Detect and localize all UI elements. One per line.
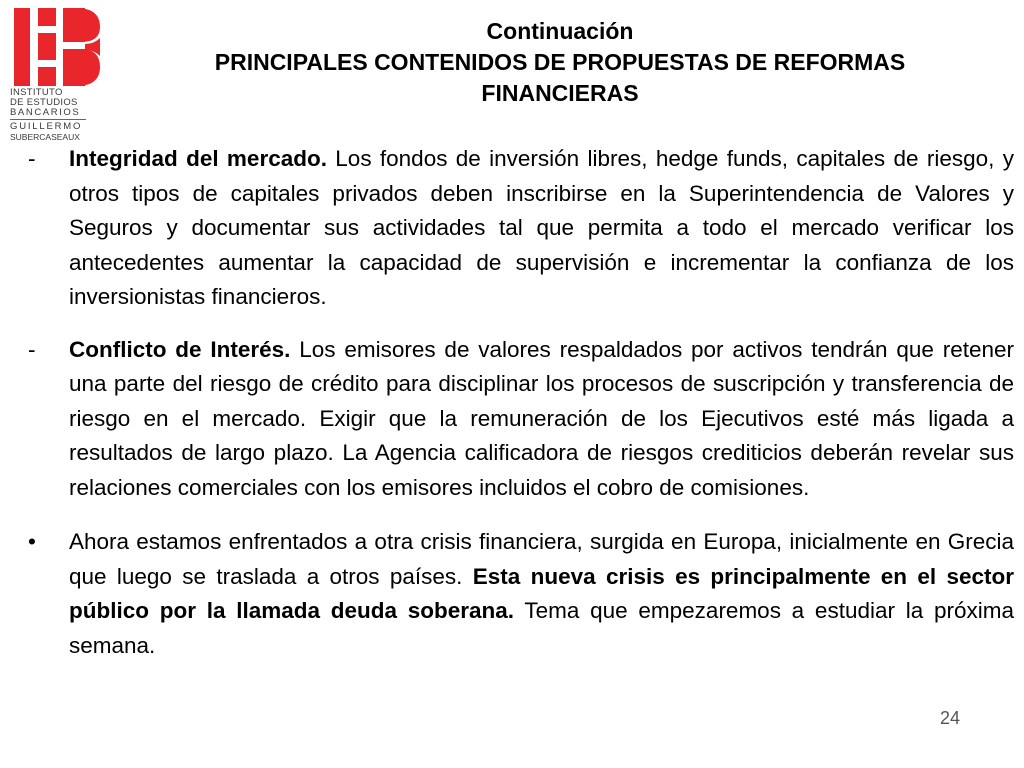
item-text: Ahora estamos enfrentados a otra crisis financiera, surgida en Europa, inicialmente en Grecia que luego se traslada a otros países.: [69, 529, 1014, 589]
logo-text-de-estudios: DE ESTUDIOS: [10, 97, 78, 108]
logo-text-bancarios: BANCARIOS: [10, 107, 81, 118]
title-line-1: Continuación: [486, 18, 634, 44]
ieb-logo-icon: [14, 8, 100, 86]
list-item-conflicto: [28, 333, 1014, 506]
title-line-2: PRINCIPALES CONTENIDOS DE PROPUESTAS DE REFORMAS: [214, 49, 906, 75]
item-text-end: Tema que empezaremos a estudiar la próxima semana.: [69, 598, 1014, 658]
item-text: Los fondos de inversión libres, hedge funds, capitales de riesgo, y otros tipos de capitales privados deben inscribirse en la Superintendencia de Valores y Seguros y documentar sus actividades tal que permita a todo el mercado verificar los antecedentes aumentar la capacidad de supervisión e incrementar la confianza de los inversionistas financieros.: [69, 146, 1014, 309]
list-item-body: [69, 525, 1014, 663]
logo-text-subercaseaux: SUBERCASEAUX: [10, 132, 80, 142]
slide-title: [120, 16, 1000, 109]
dash-marker: -: [28, 146, 36, 171]
title-line-3: FINANCIERAS: [481, 80, 639, 106]
slide-content: [28, 142, 1014, 663]
logo-text-guillermo: GUILLERMO: [10, 121, 83, 132]
list-item-integridad: [28, 142, 1014, 315]
list-item-body: [69, 333, 1014, 506]
page-number: 24: [940, 708, 961, 728]
bullet-marker: •: [28, 529, 36, 554]
item-text: Los emisores de valores respaldados por activos tendrán que retener una parte del riesgo de crédito para disciplinar los procesos de suscripción y transferencia de riesgo en el mercado. Exigir que la remuneración de los Ejecutivos esté más ligada a resultados de largo plazo. La Agencia calificadora de riesgos crediticios deberán revelar sus relaciones comerciales con los emisores incluidos el cobro de comisiones.: [69, 336, 1014, 500]
list-item-crisis: [28, 525, 1014, 663]
item-emphasis: Esta nueva crisis es principalmente en el sector público por la llamada deuda soberana.: [69, 563, 1014, 623]
institute-logo: [10, 8, 108, 142]
list-item-body: [69, 142, 1014, 315]
logo-text-instituto: INSTITUTO: [10, 87, 63, 98]
item-heading: Conflicto de Interés.: [69, 336, 291, 362]
logo-divider: [10, 119, 86, 120]
dash-marker: -: [28, 336, 36, 362]
item-heading: Integridad del mercado.: [69, 146, 327, 171]
